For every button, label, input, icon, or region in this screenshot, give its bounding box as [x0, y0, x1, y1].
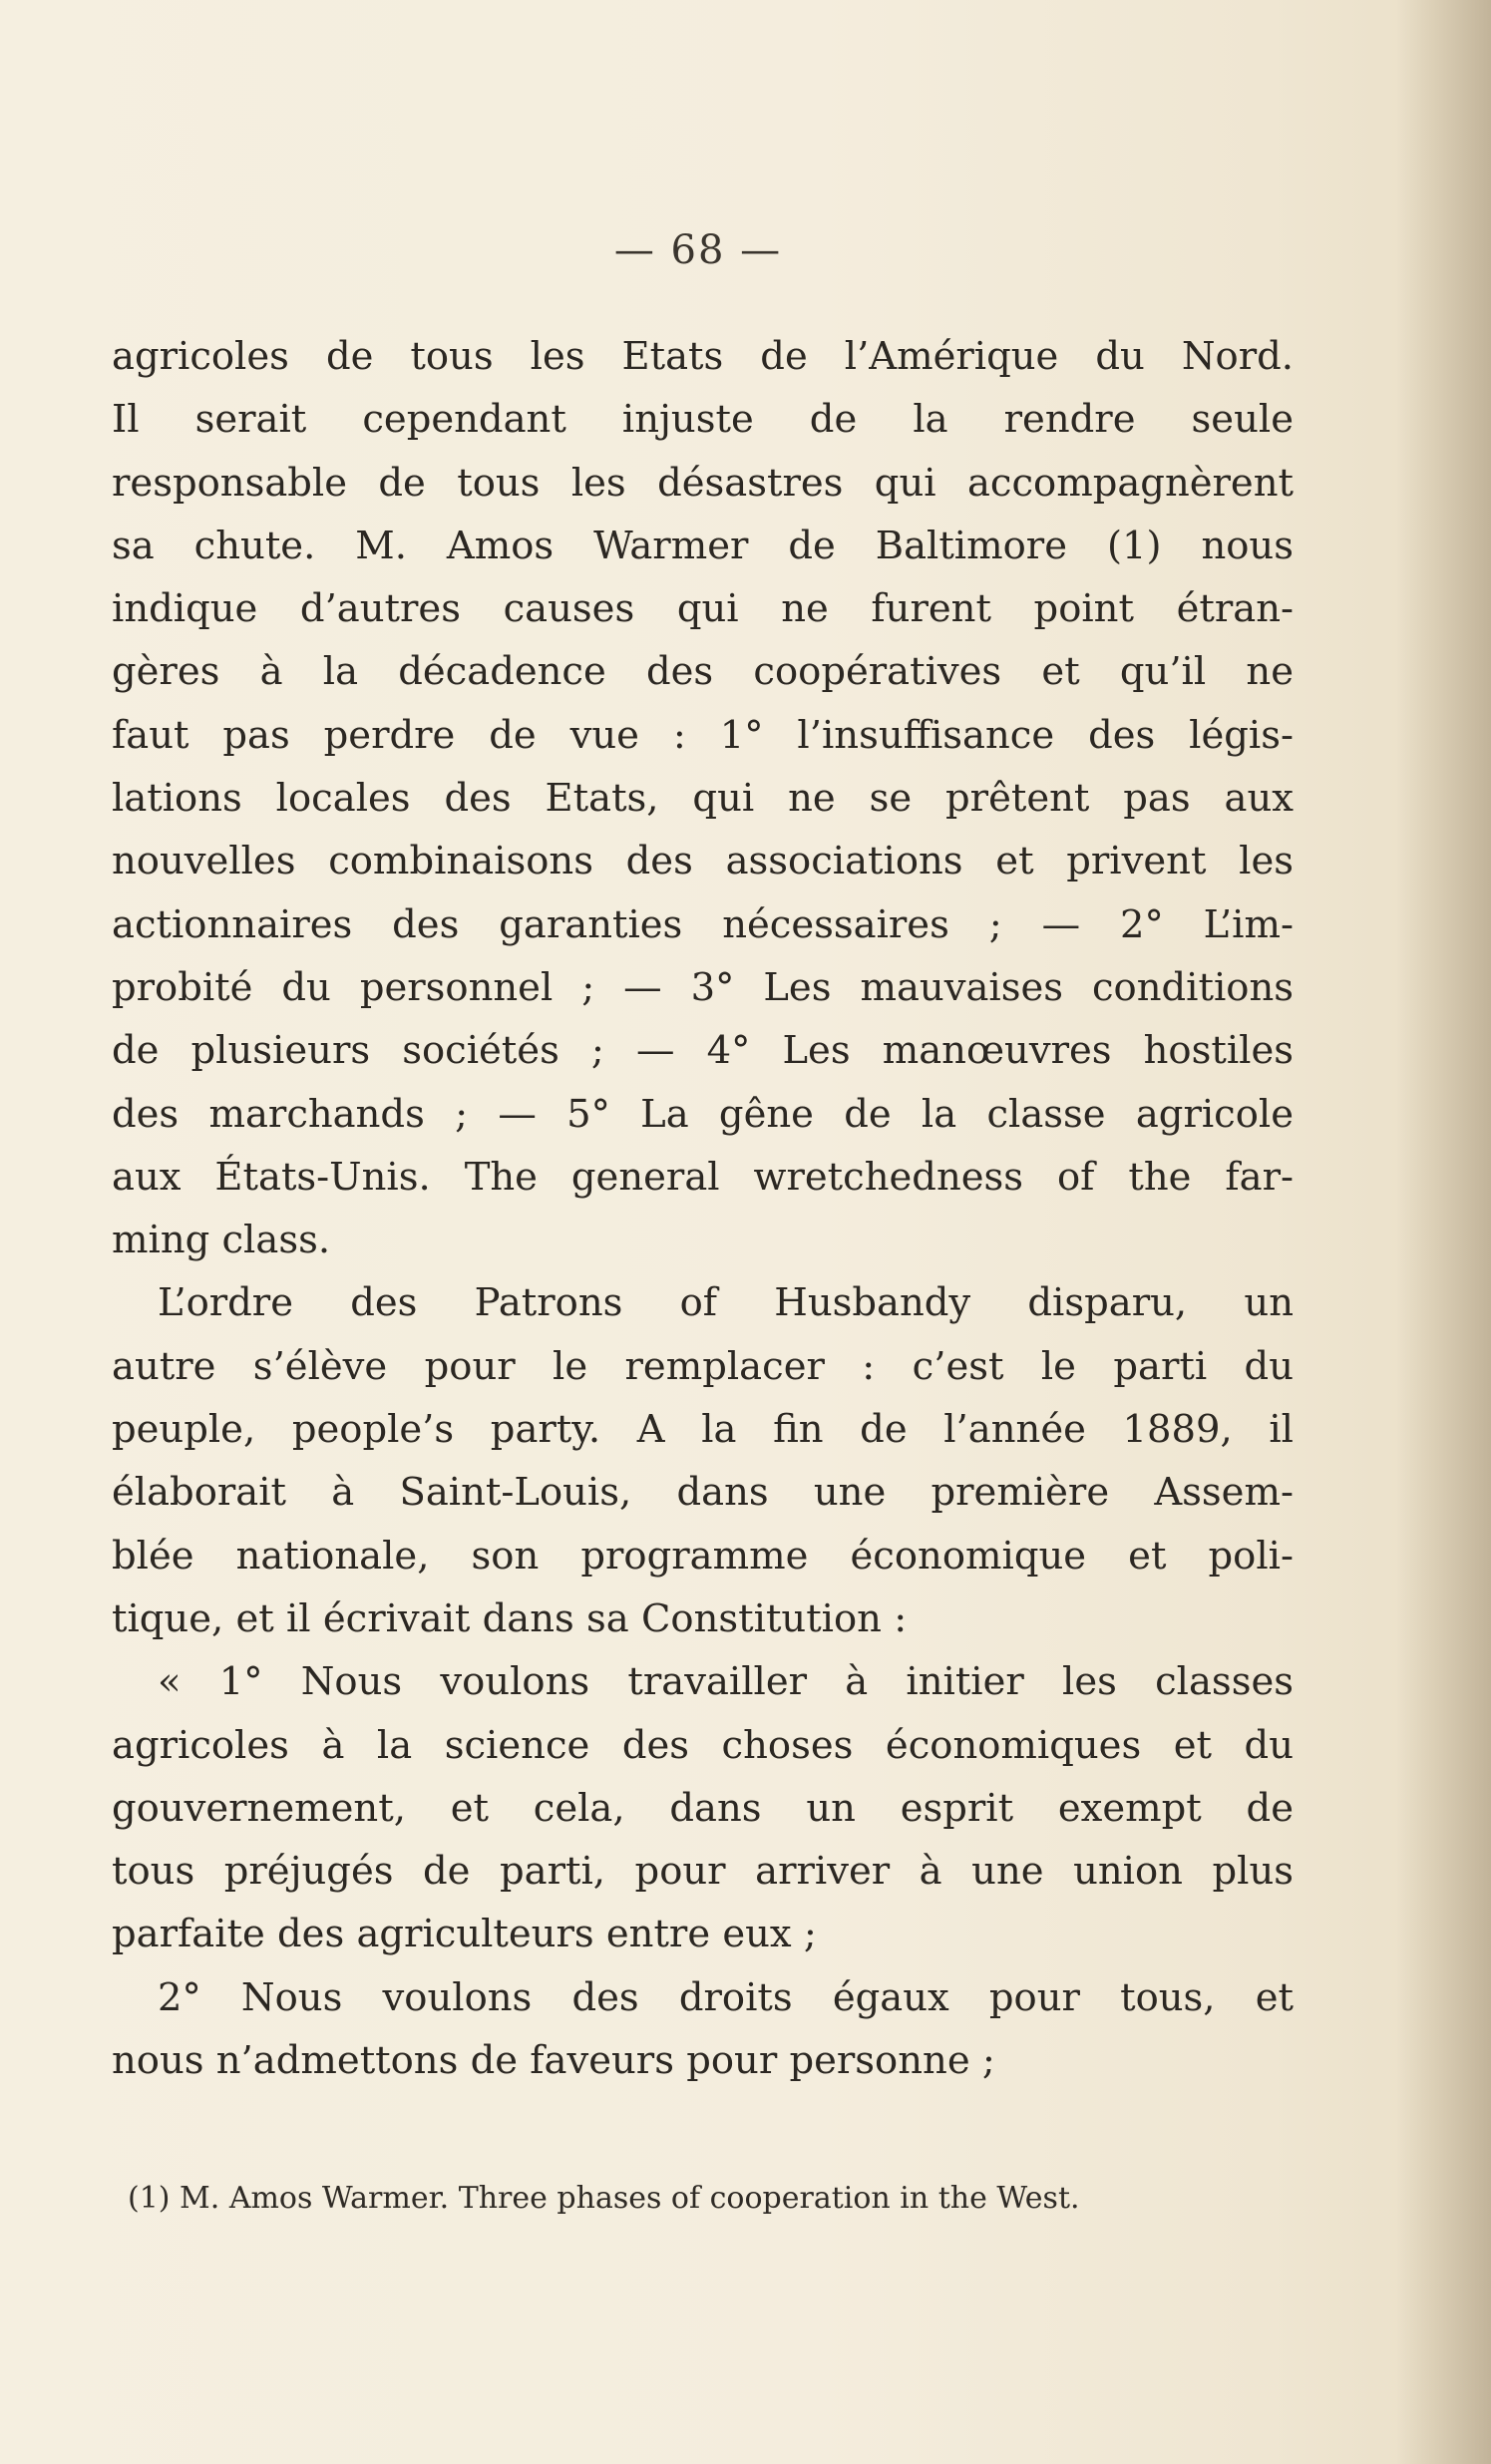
text-line: blée nationale, son programme économique et poli- [112, 1533, 1294, 1579]
text-line: L’ordre des Patrons of Husbandy disparu, un [158, 1280, 1294, 1326]
footnote: (1) M. Amos Warmer. Three phases of cooperation in the West. [128, 2181, 1080, 2216]
text-line: « 1° Nous voulons travailler à initier les classes [158, 1659, 1294, 1705]
text-line: sa chute. M. Amos Warmer de Baltimore (1) nous [112, 523, 1294, 568]
text-line: lations locales des Etats, qui ne se prêtent pas aux [112, 776, 1294, 822]
text-line: ming class. [112, 1218, 331, 1263]
text-line: élaborait à Saint-Louis, dans une première Assem- [112, 1470, 1294, 1516]
text-line: faut pas perdre de vue : 1° l’insuffisance des légis- [112, 712, 1294, 758]
text-line: parfaite des agriculteurs entre eux ; [112, 1912, 817, 1957]
text-line: 2° Nous voulons des droits égaux pour tous, et [158, 1974, 1294, 2020]
text-line: indique d’autres causes qui ne furent point étran- [112, 586, 1294, 632]
text-line: gères à la décadence des coopératives et qu’il ne [112, 649, 1294, 695]
text-line: agricoles de tous les Etats de l’Amérique du Nord. [112, 334, 1294, 379]
text-line: autre s’élève pour le remplacer : c’est le parti du [112, 1343, 1294, 1389]
text-line: Il serait cependant injuste de la rendre seule [112, 397, 1294, 443]
body-text [112, 325, 1294, 2092]
text-line: tique, et il écrivait dans sa Constitution : [112, 1595, 908, 1641]
text-line: actionnaires des garanties nécessaires ; — 2° L’im- [112, 901, 1294, 947]
page-edge-shadow [1396, 0, 1491, 2464]
text-line: gouvernement, et cela, dans un esprit exempt de [112, 1785, 1294, 1831]
text-line: peuple, people’s party. A la fin de l’année 1889, il [112, 1407, 1294, 1453]
text-line: de plusieurs sociétés ; — 4° Les manœuvres hostiles [112, 1028, 1294, 1074]
page-number: — 68 — [613, 227, 783, 273]
text-line: tous préjugés de parti, pour arriver à une union plus [112, 1849, 1294, 1895]
text-line: agricoles à la science des choses économiques et du [112, 1722, 1294, 1768]
text-line: nous n’admettons de faveurs pour personne ; [112, 2038, 995, 2084]
text-line: nouvelles combinaisons des associations et privent les [112, 839, 1294, 884]
text-line: probité du personnel ; — 3° Les mauvaises conditions [112, 964, 1294, 1010]
text-line: responsable de tous les désastres qui accompagnèrent [112, 460, 1294, 506]
text-line: des marchands ; — 5° La gêne de la classe agricole [112, 1091, 1294, 1137]
text-line: aux États-Unis. The general wretchedness of the far- [112, 1154, 1294, 1200]
